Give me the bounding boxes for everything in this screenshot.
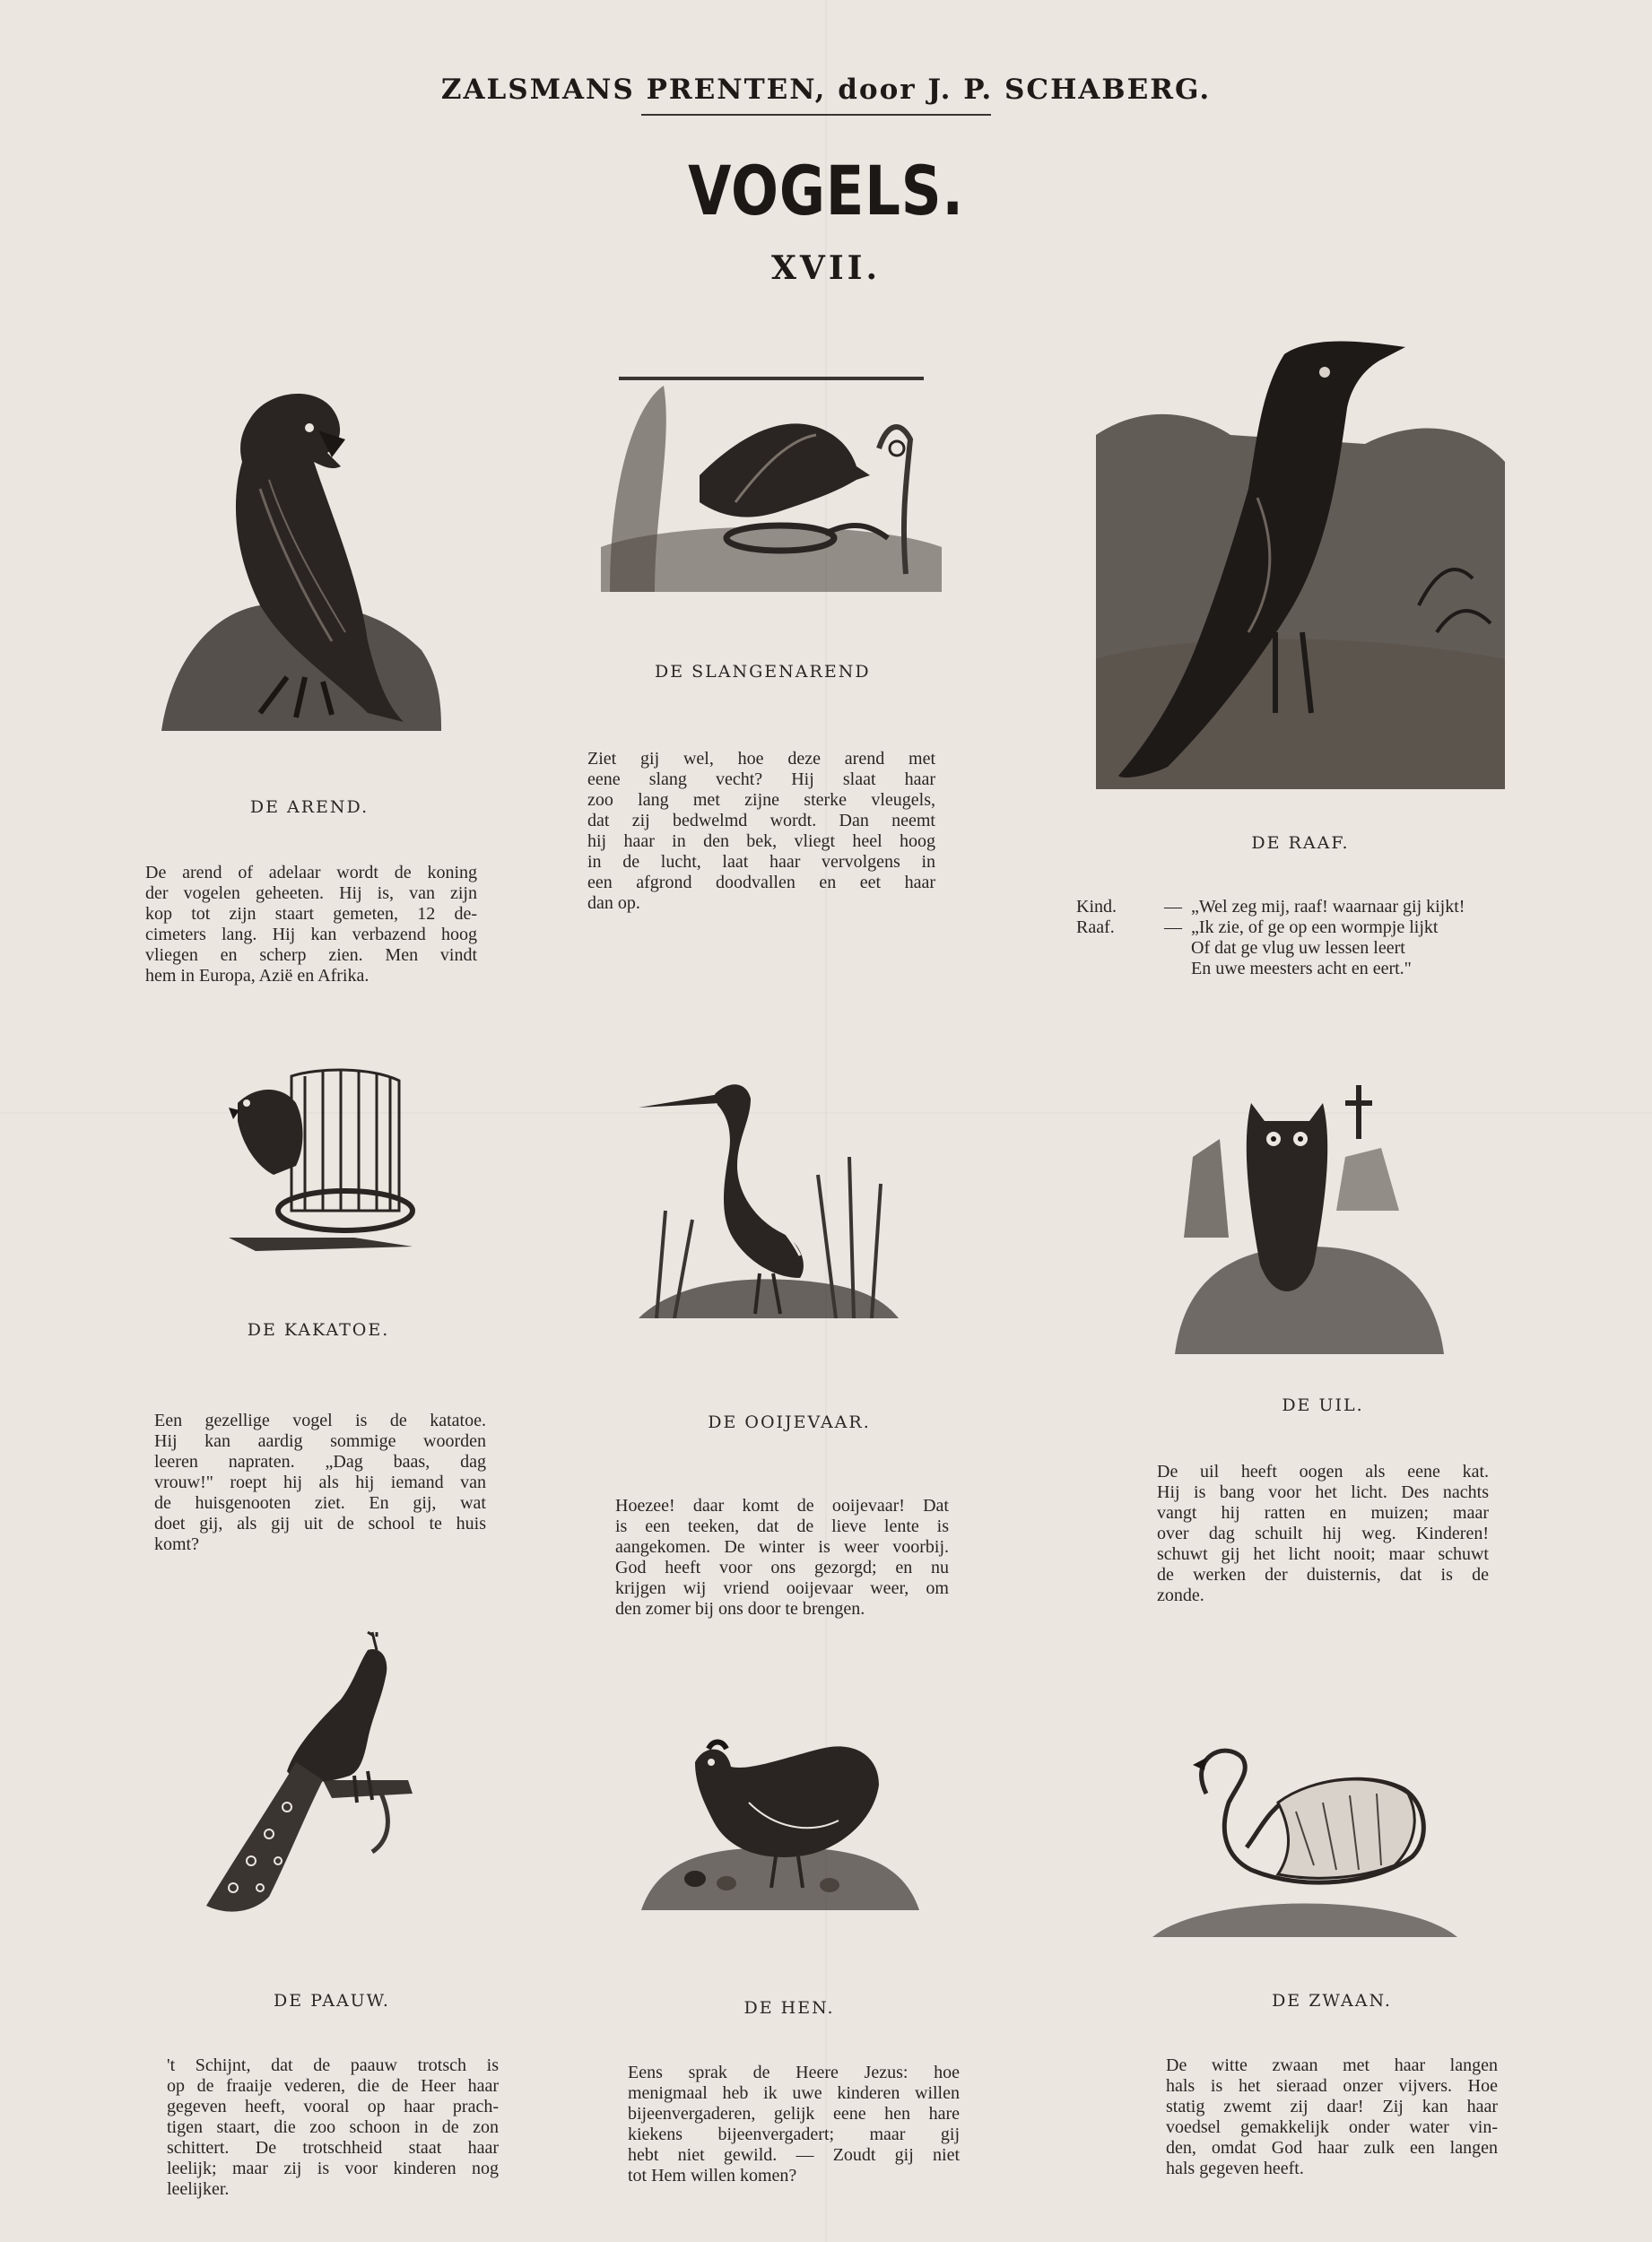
text-line: zoo lang met zijne sterke vleugels, <box>587 790 935 810</box>
text-line: Hoezee! daar komt de ooijevaar! Dat <box>615 1496 949 1516</box>
text-line: krijgen wij vriend ooijevaar weer, om <box>615 1578 949 1598</box>
dialog-row <box>1076 917 1543 938</box>
dialog-line: En uwe meesters acht en eert." <box>1191 959 1412 978</box>
swan-illustration <box>1152 1740 1457 1937</box>
text-line: eene slang vecht? Hij slaat haar <box>587 769 935 789</box>
text-slangenarend <box>587 749 935 914</box>
text-line: 't Schijnt, dat de paauw trotsch is <box>167 2055 499 2075</box>
text-zwaan <box>1166 2055 1498 2179</box>
text-line: De arend of adelaar wordt de koning <box>145 863 477 882</box>
text-line: God heeft voor ons gezorgd; en nu <box>615 1558 949 1577</box>
text-line: de werken der duisternis, dat is de <box>1157 1565 1489 1585</box>
text-line: schittert. De trotschheid staat haar <box>167 2138 499 2158</box>
text-line: op de fraaije vederen, die de Heer haar <box>167 2076 499 2096</box>
dialog-line: „Wel zeg mij, raaf! waarnaar gij kijkt! <box>1191 897 1465 917</box>
raven-illustration <box>1096 336 1505 789</box>
caption-ooijevaar: DE OOIJEVAAR. <box>708 1412 871 1432</box>
caption-hen: DE HEN. <box>743 1998 835 2018</box>
caption-zwaan: DE ZWAAN. <box>1272 1991 1392 2011</box>
text-line: komt? <box>154 1534 199 1554</box>
text-line: kop tot zijn staart gemeten, 12 de- <box>145 904 477 924</box>
eagle-illustration <box>152 381 444 731</box>
dialog-dash: — <box>1164 917 1182 937</box>
text-line: tigen staart, die zoo schoon in de zon <box>167 2117 499 2137</box>
text-line: een afgrond doodvallen en eet haar <box>587 873 935 892</box>
text-ooijevaar <box>615 1496 949 1620</box>
text-line: Een gezellige vogel is de katatoe. <box>154 1411 486 1430</box>
text-line: leelijker. <box>167 2179 230 2199</box>
caption-paauw: DE PAAUW. <box>274 1991 390 2011</box>
dialog-raaf <box>1076 897 1543 979</box>
text-line: vangt hij ratten en muizen; maar <box>1157 1503 1489 1523</box>
publisher-header: ZALSMANS PRENTEN, door J. P. SCHABERG. <box>440 74 1212 106</box>
dialog-dash: — <box>1164 897 1182 917</box>
hen-illustration <box>641 1722 919 1910</box>
caption-uil: DE UIL. <box>1282 1395 1364 1415</box>
text-line: der vogelen geheeten. Hij is, van zijn <box>145 883 477 903</box>
text-uil <box>1157 1462 1489 1606</box>
owl-illustration <box>1175 1085 1444 1354</box>
dialog-line: Of dat ge vlug uw lessen leert <box>1191 938 1405 958</box>
text-line: cimeters lang. Hij kan verbazend hoog <box>145 925 477 944</box>
text-line: hem in Europa, Azië en Afrika. <box>145 966 370 986</box>
text-line: menigmaal heb ik uwe kinderen willen <box>628 2083 960 2103</box>
snake-eagle-illustration <box>601 368 942 592</box>
caption-kakatoe: DE KAKATOE. <box>247 1320 390 1340</box>
text-line: leeren napraten. „Dag baas, dag <box>154 1452 486 1472</box>
text-line: Ziet gij wel, hoe deze arend met <box>587 749 935 769</box>
text-line: De uil heeft oogen als eene kat. <box>1157 1462 1489 1482</box>
text-line: bijeenvergaderen, gelijk eene hen hare <box>628 2104 960 2124</box>
text-line: Hij kan aardig sommige woorden <box>154 1431 486 1451</box>
cockatoo-illustration <box>220 1067 422 1251</box>
text-line: hebt niet gewild. — Zoudt gij niet <box>628 2145 960 2165</box>
dialog-line: „Ik zie, of ge op een wormpje lijkt <box>1191 917 1439 937</box>
text-line: doet gij, als gij uit de school te huis <box>154 1514 486 1534</box>
text-line: over dag schuilt hij weg. Kinderen! <box>1157 1524 1489 1543</box>
text-line: De witte zwaan met haar langen <box>1166 2055 1498 2075</box>
text-line: den zomer bij ons door te brengen. <box>615 1599 865 1619</box>
text-line: den, omdat God haar zulk een langen <box>1166 2138 1498 2158</box>
caption-slangenarend: DE SLANGENAREND <box>655 662 871 682</box>
stork-illustration <box>639 1067 899 1318</box>
text-line: dat zij bedwelmd wordt. Dan neemt <box>587 811 935 830</box>
text-line: in de lucht, laat haar vervolgens in <box>587 852 935 872</box>
header-rule <box>641 114 991 116</box>
text-line: dan op. <box>587 893 640 913</box>
text-line: leelijk; maar zij is voor kinderen nog <box>167 2159 499 2178</box>
dialog-row <box>1076 897 1543 917</box>
text-kakatoe <box>154 1411 486 1555</box>
text-line: statig zwemt zij daar! Zij kan haar <box>1166 2097 1498 2116</box>
text-line: de huisgenooten ziet. En gij, wat <box>154 1493 486 1513</box>
text-line: vliegen en scherp zien. Men vindt <box>145 945 477 965</box>
text-line: aangekomen. De winter is weer voorbij. <box>615 1537 949 1557</box>
peacock-illustration <box>188 1628 457 1924</box>
dialog-speaker: Raaf. <box>1076 917 1115 937</box>
text-line: zonde. <box>1157 1586 1204 1605</box>
text-line: hij haar in den bek, vliegt heel hoog <box>587 831 935 851</box>
text-line: Hij is bang voor het licht. Des nachts <box>1157 1482 1489 1502</box>
caption-arend: DE AREND. <box>249 797 370 817</box>
text-line: hals is het sieraad onzer vijvers. Hoe <box>1166 2076 1498 2096</box>
text-line: kiekens bijeenvergadert; maar gij <box>628 2125 960 2144</box>
text-line: vrouw!" roept hij als hij iemand van <box>154 1473 486 1492</box>
text-line: Eens sprak de Heere Jezus: hoe <box>628 2063 960 2082</box>
text-line: is een teeken, dat de lieve lente is <box>615 1516 949 1536</box>
text-line: gegeven heeft, vooral op haar prach- <box>167 2097 499 2116</box>
caption-raaf: DE RAAF. <box>1251 833 1350 853</box>
text-paauw <box>167 2055 499 2200</box>
dialog-speaker: Kind. <box>1076 897 1117 917</box>
text-arend <box>145 863 477 986</box>
sheet-number: XVII. <box>770 249 882 287</box>
text-hen <box>628 2063 960 2186</box>
text-line: voedsel gemakkelijk onder water vin- <box>1166 2117 1498 2137</box>
page-title: VOGELS. <box>688 151 964 230</box>
text-line: tot Hem willen komen? <box>628 2166 797 2186</box>
text-line: schuwt gij het licht nooit; maar schuwt <box>1157 1544 1489 1564</box>
text-line: hals gegeven heeft. <box>1166 2159 1304 2178</box>
